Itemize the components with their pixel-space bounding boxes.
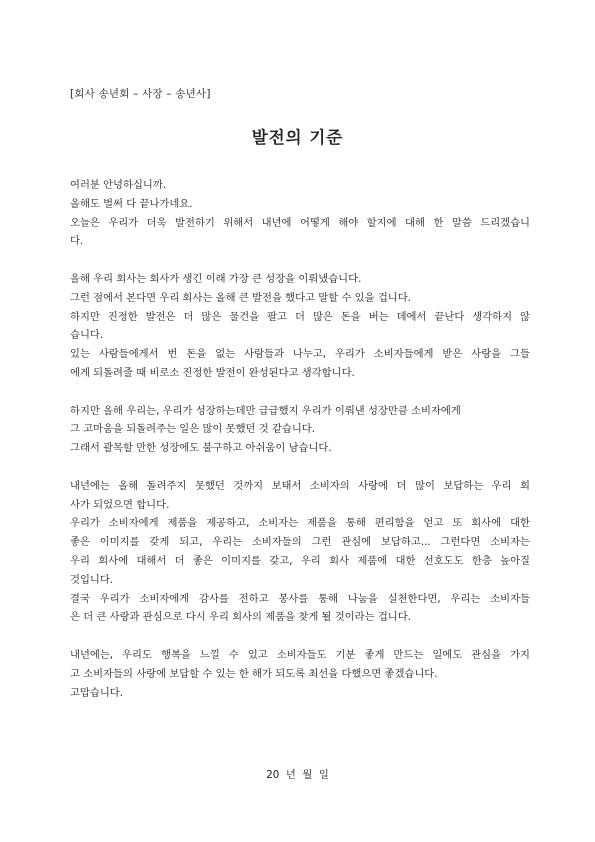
text-line: 내년에는 올해 돌려주지 못했던 것까지 보태서 소비자의 사랑에 더 많이 보답하는 우리 회 (70, 479, 530, 492)
text-line: 그 고마움을 되돌려주는 일은 많이 못했던 것 같습니다. (70, 423, 316, 436)
text-line: 있는 사람들에게서 번 돈을 없는 사람들과 나누고, 우리가 소비자들에게 받은 사랑을 그들 (70, 348, 530, 361)
document-title: 발전의 기준 (251, 128, 344, 147)
text-line: 은 더 큰 사랑과 관심으로 다시 우리 회사의 제품을 찾게 될 것이라는 겁니다. (70, 611, 411, 624)
paragraph (70, 477, 530, 627)
text-line: 하지만 올해 우리는, 우리가 성장하는데만 급급했지 우리가 이뤄낸 성장만큼 소비자에게 (70, 404, 461, 417)
paragraph (70, 270, 530, 383)
text-line: 하지만 진정한 발전은 더 많은 물건을 팔고 더 많은 돈을 버는 데에서 끝난다 생각하지 않 (70, 310, 530, 323)
text-line: 다. (70, 235, 84, 248)
text-line: 그런 점에서 본다면 우리 회사는 올해 큰 발전을 했다고 말할 수 있을 겁니다. (70, 291, 411, 304)
text-line: 올해 우리 회사는 회사가 생긴 이래 가장 큰 성장을 이뤄냈습니다. (70, 272, 362, 285)
document-category-label: [회사 송년회 – 사장 – 송년사] (70, 88, 211, 100)
text-line: 것입니다. (70, 573, 114, 586)
text-line: 올해도 벌써 다 끝나가네요. (70, 197, 193, 210)
text-line: 우리 회사에 대해서 더 좋은 이미지를 갖고, 우리 회사 제품에 대한 선호도도 한층 높아질 (70, 554, 530, 567)
text-line: 고 소비자들의 사랑에 보답할 수 있는 한 해가 되도록 최선을 다했으면 좋겠습니다. (70, 667, 438, 680)
text-line: 사가 되었으면 합니다. (70, 498, 170, 511)
text-line: 여러분 안녕하십니까. (70, 179, 167, 191)
text-line: 결국 우리가 소비자에게 감사를 전하고 봉사를 통해 나눔을 실천한다면, 우리는 소비자들 (70, 592, 530, 605)
text-line: 좋은 이미지를 갖게 되고, 우리는 소비자들의 그런 관심에 보답하고... 그런다면 소비자는 (70, 536, 530, 549)
paragraph (70, 402, 530, 458)
text-line: 고맙습니다. (70, 686, 124, 699)
paragraph (70, 176, 530, 251)
speech-body (70, 176, 530, 721)
date-line: 20 년 월 일 (266, 769, 329, 781)
text-line: 에게 되돌려줄 때 비로소 진정한 발전이 완성된다고 생각합니다. (70, 366, 355, 379)
text-line: 그래서 괄목할 만한 성장에도 불구하고 아쉬움이 남습니다. (70, 442, 332, 455)
paragraph (70, 646, 530, 702)
text-line: 습니다. (70, 329, 104, 342)
text-line: 내년에는, 우리도 행복을 느낄 수 있고 소비자들도 기분 좋게 만드는 일에도 관심을 가지 (70, 648, 530, 661)
text-line: 우리가 소비자에게 제품을 제공하고, 소비자는 제품을 통해 편리함을 얻고 또 회사에 대한 (70, 517, 530, 530)
text-line: 오늘은 우리가 더욱 발전하기 위해서 내년에 어떻게 해야 할지에 대해 한 말씀 드리겠습니 (70, 216, 530, 229)
